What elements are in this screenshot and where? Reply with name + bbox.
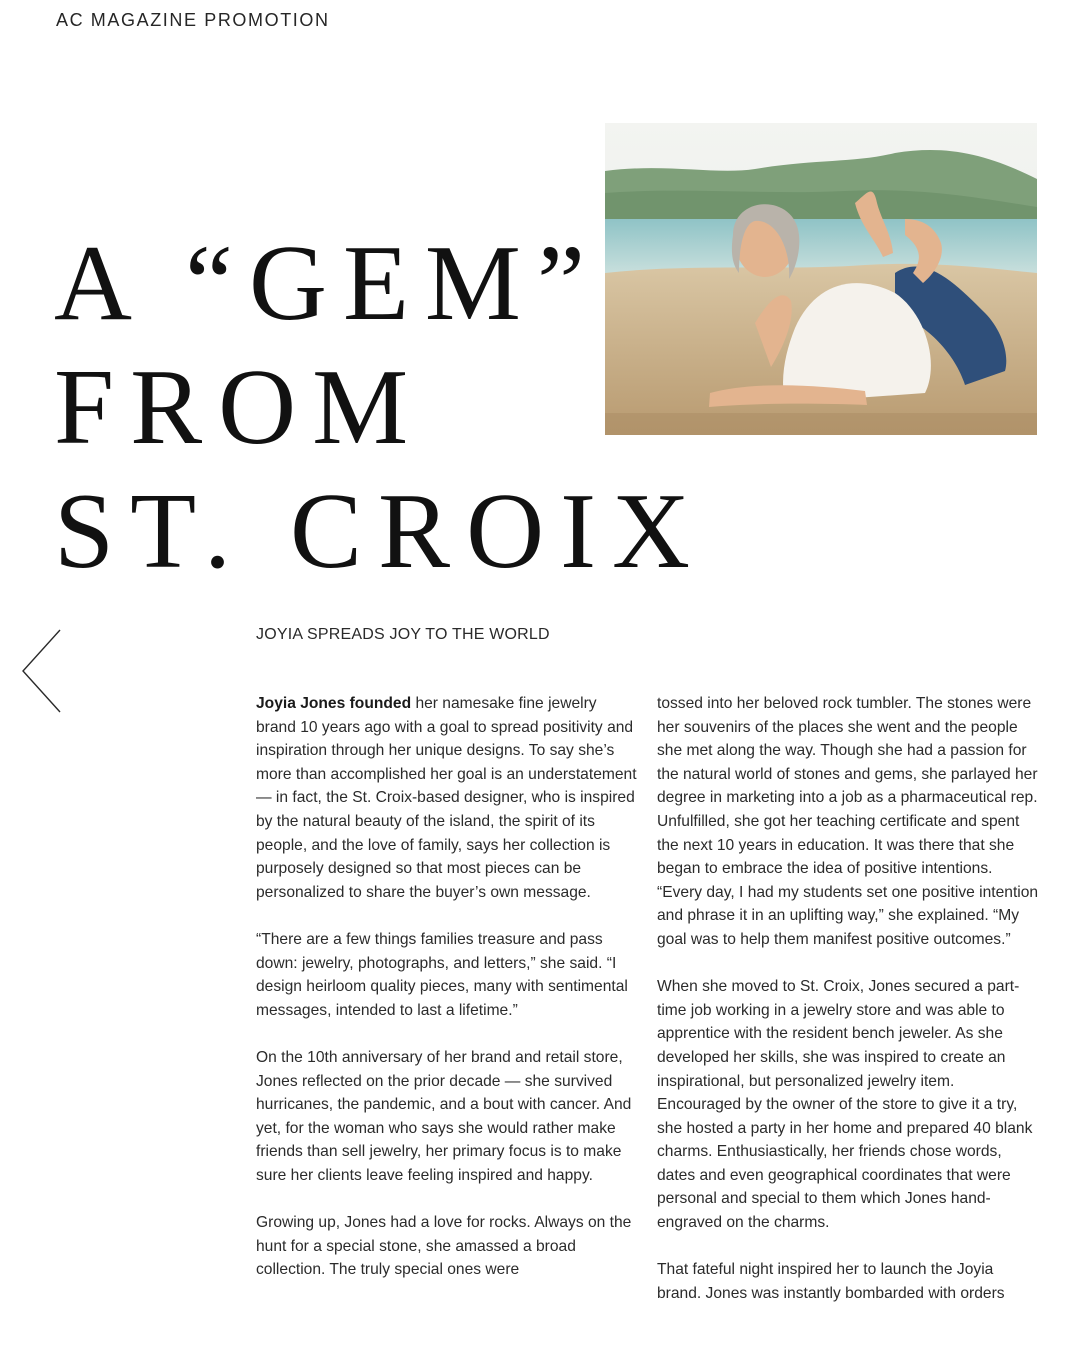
hero-photo-illustration	[605, 123, 1037, 435]
headline-line: ST. CROIX	[54, 472, 707, 591]
article-paragraph: On the 10th anniversary of her brand and retail store, Jones reflected on the prior decade — she survived hurricanes, the pandemic, and a bout with cancer. And yet, for the woman who says she would rather make friends than sell jewelry, her primary focus is to make sure her clients leave feeling inspired and happy.	[256, 1048, 632, 1184]
article-column-right	[657, 692, 1039, 1329]
headline-line: FROM	[54, 348, 425, 467]
paragraph-text: her namesake fine jewelry brand 10 years ago with a goal to spread positivity and inspiration through her unique designs. To say she’s more than accomplished her goal is an understatement — in fact, the St. Croix-based designer, who is inspired by the natural beauty of the island, the spirit of its people, and the love of family, says her collection is purposely designed so that most pieces can be personalized to share the buyer’s own message.	[256, 695, 637, 901]
headline-line: A “GEM”	[54, 224, 601, 343]
article-subtitle: JOYIA SPREADS JOY TO THE WORLD	[256, 626, 550, 643]
article-paragraph: When she moved to St. Croix, Jones secured a part-time job working in a jewelry store and was able to apprentice with the resident bench jeweler. As she developed her skills, she was inspired to create an inspirational, but personalized jewelry item. Encouraged by the owner of the store to give it a try, she hosted a party in her home and prepared 40 blank charms. Enthusiastically, her friends chose words, dates and even geographical coordinates that were personal and special to them which Jones hand-engraved on the charms.	[657, 978, 1033, 1232]
article-paragraph: “There are a few things families treasure and pass down: jewelry, photographs, and letters,” she said. “I design heirloom quality pieces, many with sentimental messages, intended to last a lifetime.”	[256, 930, 628, 1019]
chevron-left-icon[interactable]	[18, 628, 68, 714]
lead-bold-text: Joyia Jones founded	[256, 695, 412, 712]
section-kicker: AC MAGAZINE PROMOTION	[56, 10, 330, 30]
hero-photo	[605, 123, 1037, 435]
article-paragraph	[256, 692, 638, 904]
article-paragraph: That fateful night inspired her to launch the Joyia brand. Jones was instantly bombarded with orders	[657, 1261, 1005, 1302]
article-column-left	[256, 692, 638, 1305]
article-paragraph: Growing up, Jones had a love for rocks. Always on the hunt for a special stone, she amassed a broad collection. The truly special ones were	[256, 1214, 632, 1279]
article-paragraph: tossed into her beloved rock tumbler. The stones were her souvenirs of the places she went and the people she met along the way. Though she had a passion for the natural world of stones and gems, she parlayed her degree in marketing into a job as a pharmaceutical rep. Unfulfilled, she got her teaching certificate and spent the next 10 years in education. It was there that she began to embrace the idea of positive intentions. “Every day, I had my students set one positive intention and phrase it in an uplifting way,” she explained. “My goal was to help them manifest positive outcomes.”	[657, 695, 1039, 948]
